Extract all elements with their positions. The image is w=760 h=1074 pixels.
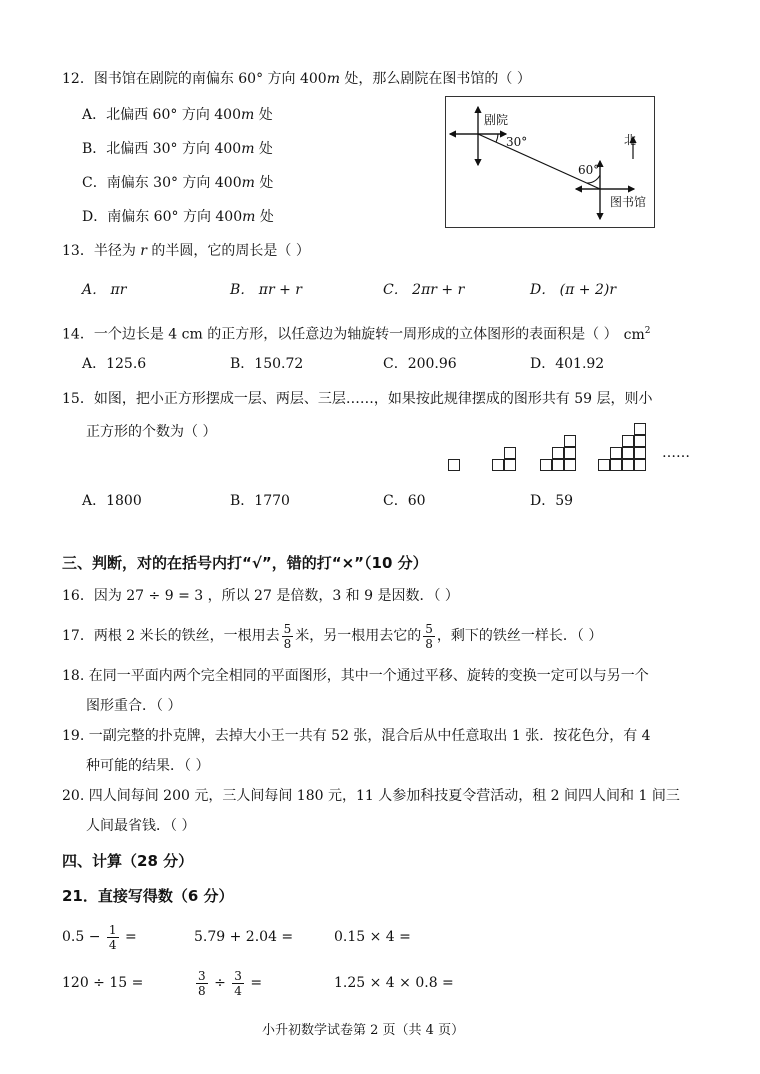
square bbox=[540, 459, 552, 471]
square bbox=[634, 447, 646, 459]
q16-text: 16．因为 27 ÷ 9 = 3 ，所以 27 是倍数，3 和 9 是因数．（ ） bbox=[62, 588, 459, 604]
square bbox=[610, 447, 622, 459]
square bbox=[552, 459, 564, 471]
square bbox=[564, 435, 576, 447]
stair-ellipsis: …… bbox=[662, 445, 690, 461]
q21-expr-4: 120 ÷ 15 = bbox=[62, 975, 144, 991]
q19-line1: 19. 一副完整的扑克牌，去掉大小王一共有 52 张，混合后从中任意取出 1 张．按花色分，有 4 bbox=[62, 728, 651, 744]
section3-title: 三、判断，对的在括号内打“√”，错的打“×”（10 分） bbox=[62, 554, 428, 572]
q21-title: 21．直接写得数（6 分） bbox=[62, 887, 234, 905]
square bbox=[622, 459, 634, 471]
section4-title: 四、计算（28 分） bbox=[62, 852, 194, 870]
q14-option-c: C．200.96 bbox=[383, 356, 457, 372]
q20-line1: 20. 四人间每间 200 元，三人间每间 180 元，11 人参加科技夏令营活动，租 2 间四人间和 1 间三 bbox=[62, 788, 680, 804]
q19-line2: 种可能的结果．（ ） bbox=[86, 758, 210, 774]
square bbox=[634, 423, 646, 435]
q17-text: 17．两根 2 米长的铁丝，一根用去 $\frac{5}{8}$ 米，另一根用去它的 $\frac{5}{8}$ ，剩下的铁丝一样长．（ ） bbox=[62, 621, 603, 651]
q21-expr-6: 1.25 × 4 × 0.8 = bbox=[334, 975, 454, 991]
square bbox=[552, 447, 564, 459]
q21-fraction: $\frac{3}{8}$ bbox=[198, 968, 206, 998]
square bbox=[634, 459, 646, 471]
page-footer: 小升初数学试卷第 2 页（共 4 页） bbox=[262, 1023, 465, 1038]
q15-option-b: B．1770 bbox=[230, 493, 290, 509]
angle-60-label: 60° bbox=[578, 163, 600, 177]
q12-direction-figure bbox=[445, 96, 655, 228]
q14-option-d: D．401.92 bbox=[530, 356, 605, 372]
q21-fraction: $\frac{1}{4}$ bbox=[108, 922, 117, 952]
square bbox=[564, 447, 576, 459]
q20-line2: 人间最省钱．（ ） bbox=[86, 818, 196, 834]
square bbox=[564, 459, 576, 471]
q12-option-d: D．南偏东 60° 方向 400m 处 bbox=[82, 209, 274, 225]
q14-stem: 14．一个边长是 4 cm 的正方形，以任意边为轴旋转一周形成的立体图形的表面积是（ ） $cm^2$ bbox=[62, 326, 651, 343]
q21-fraction: $\frac{3}{4}$ bbox=[234, 968, 242, 998]
q17-fraction-1: $\frac{5}{8}$ bbox=[283, 621, 292, 651]
square bbox=[448, 459, 460, 471]
square bbox=[504, 447, 516, 459]
q13-stem: 13．半径为 r 的半圆，它的周长是（ ） bbox=[62, 243, 310, 259]
square bbox=[610, 459, 622, 471]
q13-option-a: A． πr bbox=[82, 282, 127, 298]
square bbox=[504, 459, 516, 471]
q17-fraction-2: $\frac{5}{8}$ bbox=[425, 621, 433, 651]
q21-expr-5: $\frac{3}{8}$ ÷ $\frac{3}{4}$ = bbox=[198, 968, 263, 998]
q12-option-b: B．北偏西 30° 方向 400m 处 bbox=[82, 141, 273, 157]
square bbox=[492, 459, 504, 471]
q18-line1: 18. 在同一平面内两个完全相同的平面图形，其中一个通过平移、旋转的变换一定可以与另一个 bbox=[62, 668, 649, 684]
q21-expr-1: 0.5 − $\frac{1}{4}$ = bbox=[62, 922, 137, 952]
q15-option-a: A．1800 bbox=[82, 493, 142, 509]
angle-30-label: 30° bbox=[506, 135, 528, 149]
library-label: 图书馆 bbox=[610, 195, 647, 209]
q21-expr-3: 0.15 × 4 = bbox=[334, 929, 411, 945]
north-label: 北 bbox=[624, 133, 637, 147]
q12-option-a: A．北偏西 60° 方向 400m 处 bbox=[82, 107, 273, 123]
square bbox=[634, 435, 646, 447]
theater-label: 剧院 bbox=[484, 113, 509, 127]
q14-option-b: B．150.72 bbox=[230, 356, 304, 372]
q13-option-d: D． (π + 2)r bbox=[530, 282, 617, 298]
q13-option-c: C． 2πr + r bbox=[383, 282, 465, 298]
square bbox=[622, 447, 634, 459]
q15-option-d: D．59 bbox=[530, 493, 574, 509]
q15-line2: 正方形的个数为（ ） bbox=[86, 424, 217, 440]
square bbox=[622, 435, 634, 447]
q18-line2: 图形重合．（ ） bbox=[86, 698, 182, 714]
q12-option-c: C．南偏东 30° 方向 400m 处 bbox=[82, 175, 274, 191]
q15-line1: 15．如图，把小正方形摆成一层、两层、三层……，如果按此规律摆成的图形共有 59 层，则小 bbox=[62, 391, 653, 407]
q12-stem: 12．图书馆在剧院的南偏东 60° 方向 400m 处，那么剧院在图书馆的（ ） bbox=[62, 71, 531, 87]
q15-option-c: C．60 bbox=[383, 493, 426, 509]
q21-expr-2: 5.79 + 2.04 = bbox=[194, 929, 294, 945]
q14-option-a: A．125.6 bbox=[82, 356, 147, 372]
square bbox=[598, 459, 610, 471]
q13-option-b: B． πr + r bbox=[230, 282, 302, 298]
angle-arc-30 bbox=[496, 134, 498, 142]
